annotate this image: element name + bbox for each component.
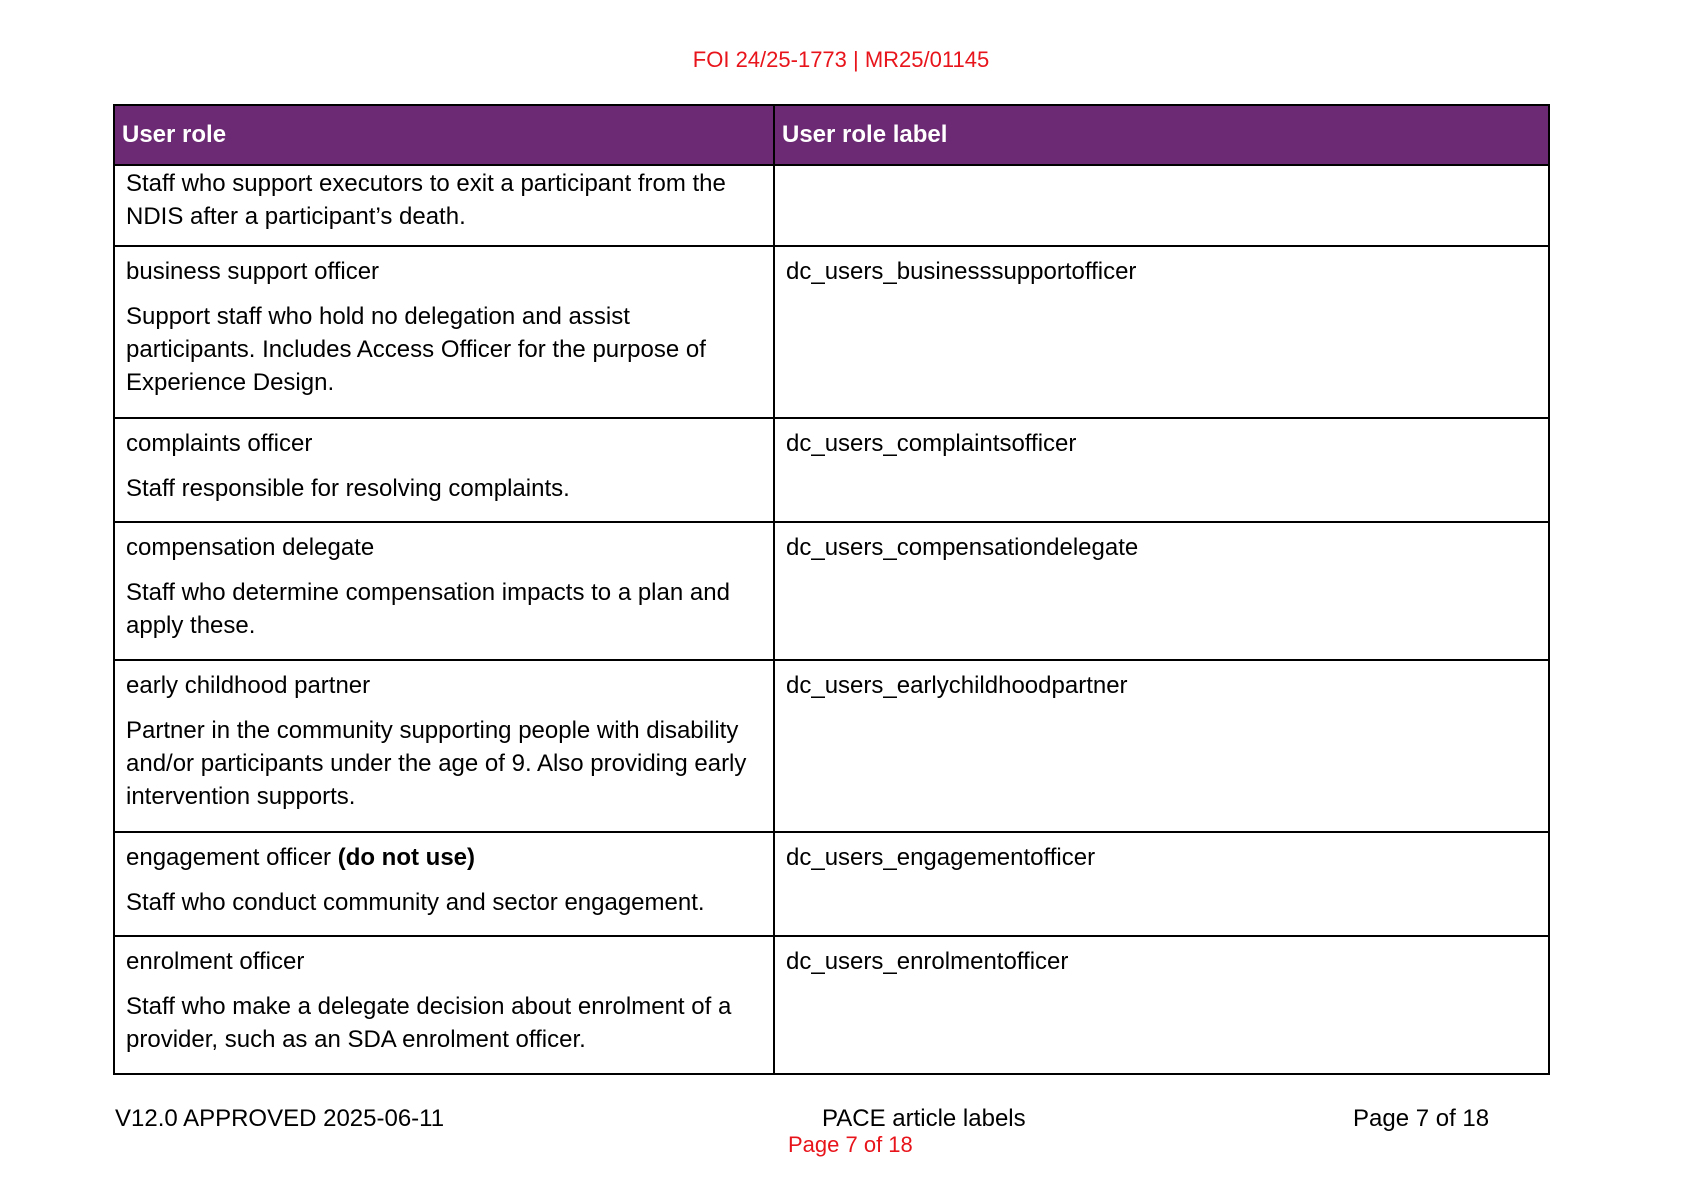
role-name — [126, 669, 762, 702]
foi-page-stamp: Page 7 of 18 — [788, 1132, 913, 1157]
table-row — [114, 246, 1549, 418]
role-description: Staff responsible for resolving complaints. — [126, 475, 570, 502]
role-label: dc_users_complaintsofficer — [786, 430, 1077, 457]
table-header-row — [114, 105, 1549, 165]
role-description: Staff who determine compensation impacts to a plan and apply these. — [126, 579, 730, 639]
do-not-use-tag: (do not use) — [337, 844, 476, 871]
role-cell — [114, 418, 774, 522]
role-name — [126, 427, 762, 460]
role-name — [126, 945, 762, 978]
foi-reference: FOI 24/25-1773 | MR25/01145 — [692, 47, 990, 72]
role-label: dc_users_enrolmentofficer — [786, 948, 1069, 975]
table-row — [114, 165, 1549, 246]
user-roles-table — [113, 104, 1550, 1075]
column-header-user-role: User role — [114, 105, 774, 165]
role-name-text: business support officer — [126, 258, 380, 285]
table-row — [114, 832, 1549, 936]
role-description: Staff who conduct community and sector engagement. — [126, 889, 705, 916]
role-name — [126, 255, 762, 288]
role-label: dc_users_businesssupportofficer — [786, 258, 1137, 285]
role-name — [126, 841, 762, 874]
label-cell — [774, 832, 1549, 936]
label-cell — [774, 660, 1549, 832]
role-cell — [114, 246, 774, 418]
footer-doc-title: PACE article labels — [822, 1105, 1026, 1132]
role-label: dc_users_compensationdelegate — [786, 534, 1139, 561]
role-cell — [114, 522, 774, 660]
role-name-text: early childhood partner — [126, 672, 371, 699]
label-cell — [774, 418, 1549, 522]
table-row — [114, 936, 1549, 1074]
role-cell — [114, 660, 774, 832]
label-cell — [774, 246, 1549, 418]
role-description: Partner in the community supporting people with disability and/or participants under the age of 9. Also providing early intervention supports. — [126, 717, 747, 810]
label-cell — [774, 165, 1549, 246]
table-row — [114, 660, 1549, 832]
role-label: dc_users_earlychildhoodpartner — [786, 672, 1128, 699]
role-description: Staff who support executors to exit a participant from the NDIS after a participant’s death. — [126, 170, 726, 230]
table-row — [114, 418, 1549, 522]
footer-version: V12.0 APPROVED 2025-06-11 — [115, 1105, 445, 1132]
role-name-text: complaints officer — [126, 430, 313, 457]
role-cell — [114, 165, 774, 246]
label-cell — [774, 936, 1549, 1074]
footer-page-number: Page 7 of 18 — [1353, 1105, 1490, 1132]
role-name-text: enrolment officer — [126, 948, 305, 975]
role-name-text: engagement officer — [126, 844, 332, 871]
label-cell — [774, 522, 1549, 660]
role-name-text: compensation delegate — [126, 534, 375, 561]
role-name — [126, 531, 762, 564]
role-label: dc_users_engagementofficer — [786, 844, 1096, 871]
role-cell — [114, 936, 774, 1074]
role-description: Staff who make a delegate decision about enrolment of a provider, such as an SDA enrolment officer. — [126, 993, 732, 1053]
column-header-user-role-label: User role label — [774, 105, 1549, 165]
role-cell — [114, 832, 774, 936]
table-row — [114, 522, 1549, 660]
role-description: Support staff who hold no delegation and assist participants. Includes Access Officer for the purpose of Experience Design. — [126, 303, 706, 396]
